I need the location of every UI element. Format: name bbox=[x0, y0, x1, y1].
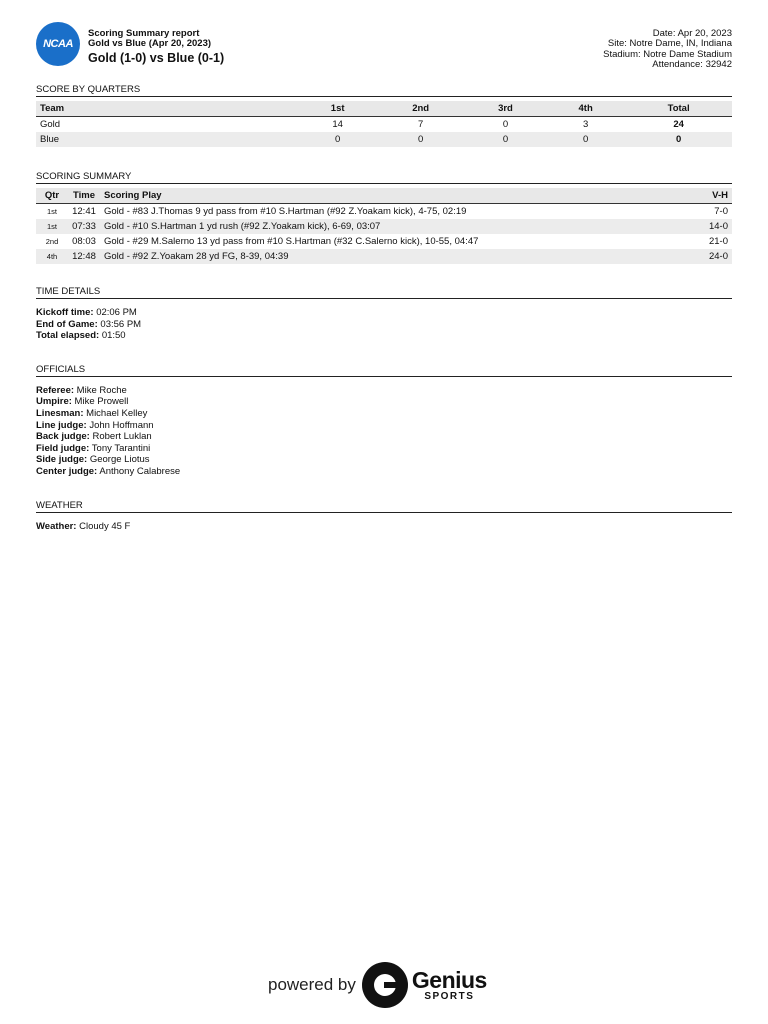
powered-by-text: powered by bbox=[268, 975, 356, 994]
genius-sports-logo-icon bbox=[362, 962, 408, 1008]
play-time: 07:33 bbox=[68, 219, 100, 234]
matchup-title: Gold (1-0) vs Blue (0-1) bbox=[88, 51, 225, 65]
total-score: 0 bbox=[625, 132, 732, 147]
col-scoring-play: Scoring Play bbox=[100, 188, 684, 204]
play-description: Gold - #83 J.Thomas 9 yd pass from #10 S.Hartman (#92 Z.Yoakam kick), 4-75, 02:19 bbox=[104, 206, 467, 217]
detail-row bbox=[36, 521, 732, 533]
table-row bbox=[36, 132, 732, 147]
detail-row bbox=[36, 420, 732, 432]
col-q3: 3rd bbox=[465, 101, 546, 117]
weather-section bbox=[36, 500, 732, 533]
detail-value: George Liotus bbox=[89, 454, 150, 466]
section-title: TIME DETAILS bbox=[36, 286, 732, 299]
detail-value: Mike Prowell bbox=[74, 396, 129, 408]
play-quarter: 1st bbox=[36, 219, 68, 234]
genius-sports-wordmark bbox=[411, 966, 487, 1002]
play-score: 14-0 bbox=[684, 219, 732, 234]
detail-label: Back judge: bbox=[36, 431, 90, 443]
play-quarter: 2nd bbox=[45, 237, 59, 246]
play-quarter: 1st bbox=[46, 207, 57, 216]
time-details-section bbox=[36, 286, 732, 342]
detail-value: Anthony Calabrese bbox=[99, 465, 181, 477]
q3-score: 0 bbox=[502, 119, 509, 130]
play-score: 7-0 bbox=[714, 206, 728, 217]
play-time: 12:48 bbox=[68, 249, 100, 264]
detail-label: Kickoff time: bbox=[36, 307, 94, 318]
table-row bbox=[36, 249, 732, 264]
col-team: Team bbox=[36, 101, 299, 117]
report-subtitle: Gold vs Blue (Apr 20, 2023) bbox=[88, 38, 212, 49]
report-page bbox=[36, 20, 732, 532]
total-score: 24 bbox=[673, 119, 684, 130]
powered-by-footer bbox=[268, 958, 508, 1012]
detail-value: John Hoffmann bbox=[89, 419, 154, 431]
col-q2: 2nd bbox=[376, 101, 465, 117]
table-header-row bbox=[36, 101, 732, 117]
detail-row bbox=[36, 454, 732, 466]
play-quarter: 4th bbox=[36, 249, 68, 264]
game-site: Site: Notre Dame, IN, Indiana bbox=[607, 38, 732, 50]
col-qtr: Qtr bbox=[36, 188, 68, 204]
game-attendance: Attendance: 32942 bbox=[652, 58, 732, 70]
col-q4: 4th bbox=[546, 101, 625, 117]
detail-label: Linesman: bbox=[36, 407, 84, 419]
play-description: Gold - #92 Z.Yoakam 28 yd FG, 8-39, 04:39 bbox=[100, 249, 684, 264]
col-vh: V-H bbox=[684, 188, 732, 204]
section-title: OFFICIALS bbox=[36, 364, 732, 377]
brand-sub: SPORTS bbox=[424, 990, 475, 1002]
table-header-row bbox=[36, 188, 732, 204]
table-row bbox=[36, 117, 732, 133]
detail-label: Side judge: bbox=[36, 454, 88, 466]
detail-value: Cloudy 45 F bbox=[79, 520, 131, 532]
detail-value: 03:56 PM bbox=[100, 318, 142, 330]
play-score: 21-0 bbox=[708, 236, 728, 247]
col-time: Time bbox=[68, 188, 100, 204]
detail-label: Total elapsed: bbox=[36, 330, 100, 342]
officials-list bbox=[36, 385, 732, 478]
officials-section bbox=[36, 364, 732, 478]
detail-row bbox=[36, 396, 732, 408]
q1-score: 14 bbox=[332, 119, 343, 130]
weather-list bbox=[36, 521, 732, 533]
q4-score: 3 bbox=[582, 119, 589, 130]
detail-row bbox=[36, 385, 732, 397]
detail-row bbox=[36, 466, 732, 478]
scoring-summary-section bbox=[36, 171, 732, 264]
detail-label: Center judge: bbox=[36, 465, 98, 477]
detail-row bbox=[36, 431, 732, 443]
detail-row bbox=[36, 319, 732, 331]
play-description: Gold - #10 S.Hartman 1 yd rush (#92 Z.Yoakam kick), 6-69, 03:07 bbox=[100, 219, 684, 234]
logo-text: NCAA bbox=[43, 38, 73, 50]
col-total: Total bbox=[625, 101, 732, 117]
play-time: 08:03 bbox=[72, 236, 96, 247]
section-title: SCORING SUMMARY bbox=[36, 171, 732, 184]
play-time: 12:41 bbox=[72, 206, 96, 217]
detail-value: 01:50 bbox=[101, 330, 126, 342]
q2-score: 7 bbox=[417, 119, 424, 130]
q1-score: 0 bbox=[299, 132, 376, 147]
brand-name: Genius bbox=[411, 966, 487, 993]
table-row bbox=[36, 219, 732, 234]
play-score: 24-0 bbox=[684, 249, 732, 264]
detail-label: Umpire: bbox=[36, 396, 72, 408]
table-row bbox=[36, 234, 732, 249]
section-title: SCORE BY QUARTERS bbox=[36, 84, 732, 97]
detail-label: Referee: bbox=[36, 384, 75, 396]
report-title: Scoring Summary report bbox=[88, 28, 200, 39]
q2-score: 0 bbox=[376, 132, 465, 147]
detail-label: Weather: bbox=[36, 520, 77, 532]
detail-value: Michael Kelley bbox=[86, 407, 148, 419]
team-name: Gold bbox=[40, 119, 61, 130]
col-q1: 1st bbox=[299, 101, 376, 117]
scoring-summary-table bbox=[36, 188, 732, 264]
detail-row bbox=[36, 307, 732, 319]
score-by-quarters-table bbox=[36, 101, 732, 147]
time-details-list bbox=[36, 307, 732, 342]
report-header bbox=[36, 20, 732, 72]
play-description: Gold - #29 M.Salerno 13 yd pass from #10 S.Hartman (#32 C.Salerno kick), 10-55, 04:47 bbox=[104, 236, 479, 247]
game-stadium: Stadium: Notre Dame Stadium bbox=[603, 48, 732, 60]
game-meta bbox=[603, 29, 732, 70]
detail-label: Line judge: bbox=[36, 419, 87, 431]
detail-row bbox=[36, 330, 732, 342]
detail-value: Tony Tarantini bbox=[91, 442, 151, 454]
q3-score: 0 bbox=[465, 132, 546, 147]
score-by-quarters-section bbox=[36, 84, 732, 147]
detail-label: Field judge: bbox=[36, 442, 90, 454]
q4-score: 0 bbox=[546, 132, 625, 147]
detail-value: Robert Luklan bbox=[92, 431, 152, 443]
team-name: Blue bbox=[36, 132, 299, 147]
table-row bbox=[36, 204, 732, 220]
detail-value: 02:06 PM bbox=[96, 307, 137, 318]
section-title: WEATHER bbox=[36, 500, 732, 513]
detail-value: Mike Roche bbox=[76, 384, 127, 396]
detail-row bbox=[36, 443, 732, 455]
ncaa-logo bbox=[36, 22, 80, 66]
header-titles bbox=[88, 29, 224, 65]
game-date: Date: Apr 20, 2023 bbox=[652, 28, 732, 39]
detail-row bbox=[36, 408, 732, 420]
detail-label: End of Game: bbox=[36, 318, 98, 330]
